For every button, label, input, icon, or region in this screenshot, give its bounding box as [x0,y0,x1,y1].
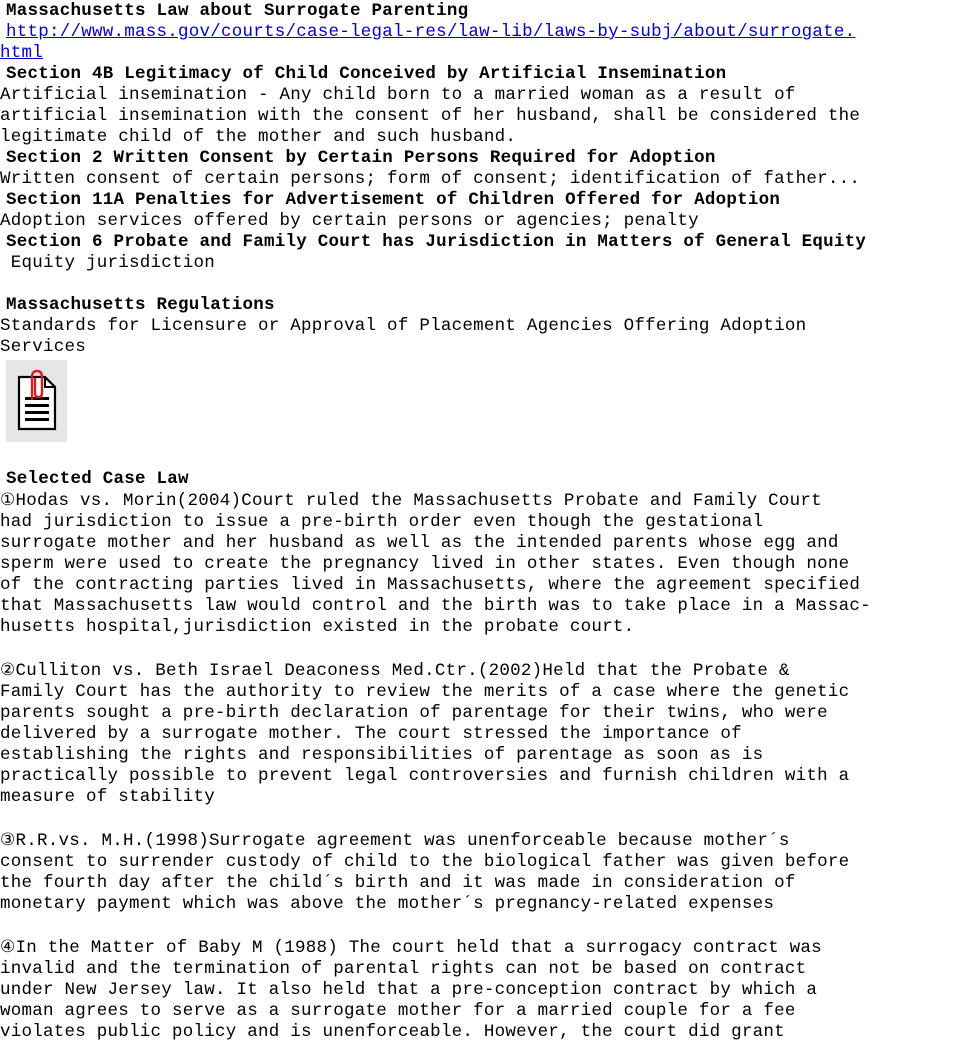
case-text-line: woman agrees to serve as a surrogate mother for a married couple for a fee [0,1001,796,1021]
case-first-line[interactable] [0,830,972,852]
regulations-heading: Massachusetts Regulations [6,295,275,315]
source-url-link-line-2[interactable]: html [0,43,44,63]
regulation-line[interactable]: Services [0,337,87,357]
regulations-section [0,295,972,442]
case-text-line: the fourth day after the child´s birth and it was made in consideration of [0,873,796,893]
case-text-line: under New Jersey law. It also held that a pre-conception contract by which a [0,980,818,1000]
case-text-line: husetts hospital,jurisdiction existed in the probate court. [0,617,635,637]
case-text-line: establishing the rights and responsibilities of parentage as soon as is [0,745,764,765]
case-text-line: In the Matter of Baby M (1988) The court held that a surrogacy contract was [15,938,822,958]
case-number-marker: ③ [0,830,16,850]
case-first-line[interactable] [0,490,972,512]
case-item [0,660,972,808]
source-url-link-line-1[interactable]: http://www.mass.gov/courts/case-legal-res/law-lib/laws-by-subj/about/surrogate. [6,22,856,42]
section-4b [0,64,972,148]
case-text-line: invalid and the termination of parental rights can not be based on contract [0,959,807,979]
section-11a [0,190,972,232]
case-number-marker: ① [0,490,16,510]
case-text-line: R.R.vs. M.H.(1998)Surrogate agreement was unenforceable because mother´s [15,831,790,851]
case-text-line: that Massachusetts law would control and the birth was to take place in a Massac- [0,596,871,616]
case-first-line[interactable] [0,660,972,682]
section-body-line: Written consent of certain persons; form of consent; identification of father... [0,169,861,189]
section-heading[interactable]: Section 2 Written Consent by Certain Persons Required for Adoption [6,148,716,168]
section-body-line: artificial insemination with the consent of her husband, shall be considered the [0,106,861,126]
case-text-line: had jurisdiction to issue a pre-birth order even though the gestational [0,512,764,532]
case-text-line: violates public policy and is unenforceable. However, the court did grant [0,1022,785,1042]
case-text-line: sperm were used to create the pregnancy lived in other states. Even though none [0,554,850,574]
case-text-line: parents sought a pre-birth declaration of parentage for their twins, who were [0,703,828,723]
section-heading[interactable]: Section 11A Penalties for Advertisement of Children Offered for Adoption [6,190,781,210]
case-item [0,490,972,638]
case-number-marker: ④ [0,937,16,957]
section-body-line: Artificial insemination - Any child born to a married woman as a result of [0,85,796,105]
section-heading[interactable]: Section 4B Legitimacy of Child Conceived by Artificial Insemination [6,64,727,84]
case-item [0,937,972,1043]
case-item [0,830,972,915]
case-text-line: measure of stability [0,787,216,807]
case-text-line: delivered by a surrogate mother. The court stressed the importance of [0,724,742,744]
case-law-section [0,469,972,1043]
case-text-line: surrogate mother and her husband as well as the intended parents whose egg and [0,533,839,553]
case-text-line: monetary payment which was above the mother´s pregnancy-related expenses [0,894,775,914]
case-first-line[interactable] [0,937,972,959]
section-6 [0,232,972,274]
case-text-line: practically possible to prevent legal controversies and furnish children with a [0,766,850,786]
section-body-line: Adoption services offered by certain persons or agencies; penalty [0,211,699,231]
case-text-line: Family Court has the authority to review the merits of a case where the genetic [0,682,850,702]
section-body-line: Equity jurisdiction [0,253,216,273]
section-heading[interactable]: Section 6 Probate and Family Court has Jurisdiction in Matters of General Equity [6,232,867,252]
case-text-line: Hodas vs. Morin(2004)Court ruled the Massachusetts Probate and Family Court [15,491,822,511]
case-text-line: consent to surrender custody of child to the biological father was given before [0,852,850,872]
case-text-line: Culliton vs. Beth Israel Deaconess Med.Ctr.(2002)Held that the Probate & [15,661,790,681]
page-title: Massachusetts Law about Surrogate Parenting [6,1,469,21]
case-law-heading: Selected Case Law [6,469,189,489]
regulation-line[interactable]: Standards for Licensure or Approval of Placement Agencies Offering Adoption [0,316,807,336]
case-number-marker: ② [0,660,16,680]
section-body-line: legitimate child of the mother and such husband. [0,127,517,147]
document-paperclip-icon [15,369,59,433]
section-2 [0,148,972,190]
document-paperclip-icon[interactable] [6,360,67,442]
case-text-line: of the contracting parties lived in Massachusetts, where the agreement specified [0,575,861,595]
